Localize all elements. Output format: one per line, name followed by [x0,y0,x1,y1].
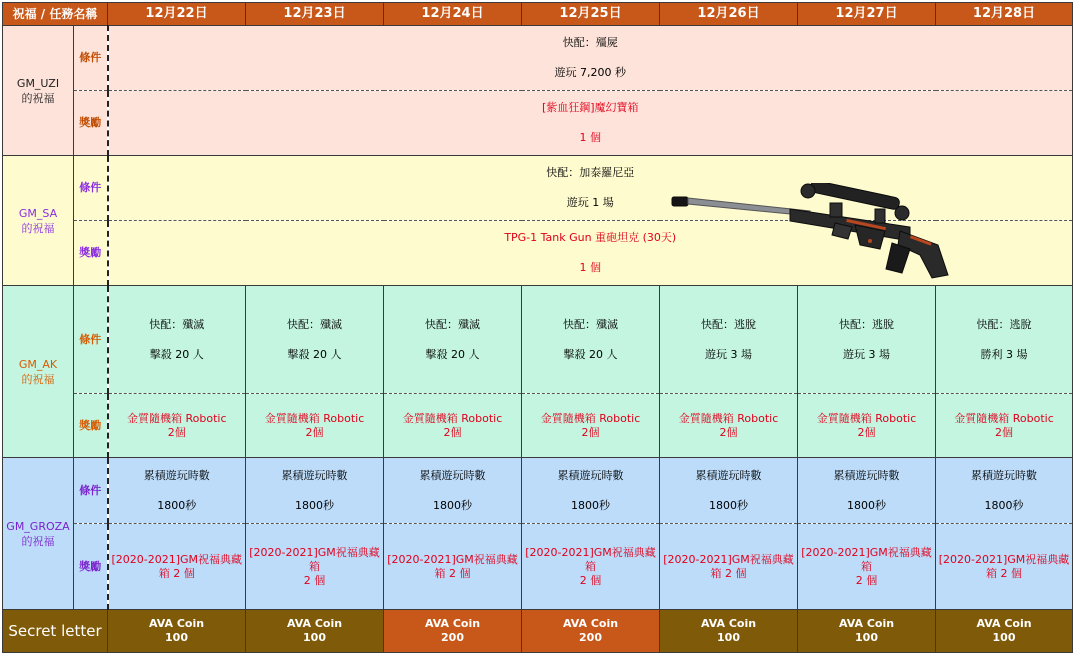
ak-condition-cell: 快配：逃脫 遊玩 3 場 [660,286,798,394]
secret-reward-cell: AVA Coin 200 [384,610,522,653]
ak-reward-cell: 金質隨機箱 Robotic 2個 [798,394,936,458]
secret-reward-cell: AVA Coin 100 [660,610,798,653]
groza-reward-cell: [2020-2021]GM祝福典藏箱 2 個 [798,524,936,610]
secret-reward-cell: AVA Coin 100 [798,610,936,653]
group-groza-name: GM_GROZA 的祝福 [3,458,74,610]
ak-reward-cell: 金質隨機箱 Robotic 2個 [108,394,246,458]
uzi-condition: 快配：殭屍 遊玩 7,200 秒 [108,26,1073,91]
secret-reward-cell: AVA Coin 100 [246,610,384,653]
ak-reward-cell: 金質隨機箱 Robotic 2個 [660,394,798,458]
secret-reward-cell: AVA Coin 200 [522,610,660,653]
groza-condition-cell: 累積遊玩時數 1800秒 [798,458,936,524]
ak-condition-row [3,286,1073,394]
ak-reward-cell: 金質隨機箱 Robotic 2個 [384,394,522,458]
uzi-reward: [紫血狂鋼]魔幻寶箱 1 個 [108,91,1073,156]
groza-condition-cell: 累積遊玩時數 1800秒 [108,458,246,524]
condition-label: 條件 [74,286,108,394]
groza-condition-cell: 累積遊玩時數 1800秒 [660,458,798,524]
header-title: 祝福 / 任務名稱 [3,3,108,26]
ak-condition-cell: 快配：殲滅 擊殺 20 人 [384,286,522,394]
groza-condition-cell: 累積遊玩時數 1800秒 [936,458,1073,524]
reward-label: 獎勵 [74,221,108,286]
groza-reward-cell: [2020-2021]GM祝福典藏箱 2 個 [246,524,384,610]
header-date: 12月24日 [384,3,522,26]
ak-condition-cell: 快配：殲滅 擊殺 20 人 [246,286,384,394]
header-date: 12月25日 [522,3,660,26]
ak-condition-cell: 快配：殲滅 擊殺 20 人 [108,286,246,394]
reward-label: 獎勵 [74,394,108,458]
header-date: 12月27日 [798,3,936,26]
ak-condition-cell: 快配：逃脫 遊玩 3 場 [798,286,936,394]
ak-reward-cell: 金質隨機箱 Robotic 2個 [246,394,384,458]
group-ak-name: GM_AK 的祝福 [3,286,74,458]
ak-reward-cell: 金質隨機箱 Robotic 2個 [522,394,660,458]
uzi-reward-row [3,91,1073,156]
ak-condition-cell: 快配：殲滅 擊殺 20 人 [522,286,660,394]
ak-reward-row [3,394,1073,458]
groza-reward-cell: [2020-2021]GM祝福典藏箱 2 個 [522,524,660,610]
header-row [3,3,1073,26]
uzi-condition-row [3,26,1073,91]
group-sa-name: GM_SA 的祝福 [3,156,74,286]
groza-reward-cell: [2020-2021]GM祝福典藏 箱 2 個 [660,524,798,610]
sa-condition-row [3,156,1073,221]
groza-reward-cell: [2020-2021]GM祝福典藏 箱 2 個 [936,524,1073,610]
groza-reward-row [3,524,1073,610]
header-date: 12月23日 [246,3,384,26]
groza-reward-cell: [2020-2021]GM祝福典藏 箱 2 個 [108,524,246,610]
secret-reward-cell: AVA Coin 100 [936,610,1073,653]
condition-label: 條件 [74,156,108,221]
sa-reward: TPG-1 Tank Gun 重砲坦克 (30天) 1 個 [108,221,1073,286]
reward-label: 獎勵 [74,91,108,156]
sa-condition: 快配：加泰羅尼亞 遊玩 1 場 [108,156,1073,221]
secret-letter-label: Secret letter [3,610,108,653]
condition-label: 條件 [74,26,108,91]
groza-condition-cell: 累積遊玩時數 1800秒 [246,458,384,524]
secret-reward-cell: AVA Coin 100 [108,610,246,653]
reward-label: 獎勵 [74,524,108,610]
header-date: 12月22日 [108,3,246,26]
ak-condition-cell: 快配：逃脫 勝利 3 場 [936,286,1073,394]
groza-condition-row [3,458,1073,524]
ak-reward-cell: 金質隨機箱 Robotic 2個 [936,394,1073,458]
groza-condition-cell: 累積遊玩時數 1800秒 [384,458,522,524]
groza-reward-cell: [2020-2021]GM祝福典藏 箱 2 個 [384,524,522,610]
group-uzi-name: GM_UZI 的祝福 [3,26,74,156]
groza-condition-cell: 累積遊玩時數 1800秒 [522,458,660,524]
header-date: 12月28日 [936,3,1073,26]
secret-letter-row [3,610,1073,653]
sa-reward-row [3,221,1073,286]
condition-label: 條件 [74,458,108,524]
header-date: 12月26日 [660,3,798,26]
blessing-schedule-table [2,2,1073,653]
